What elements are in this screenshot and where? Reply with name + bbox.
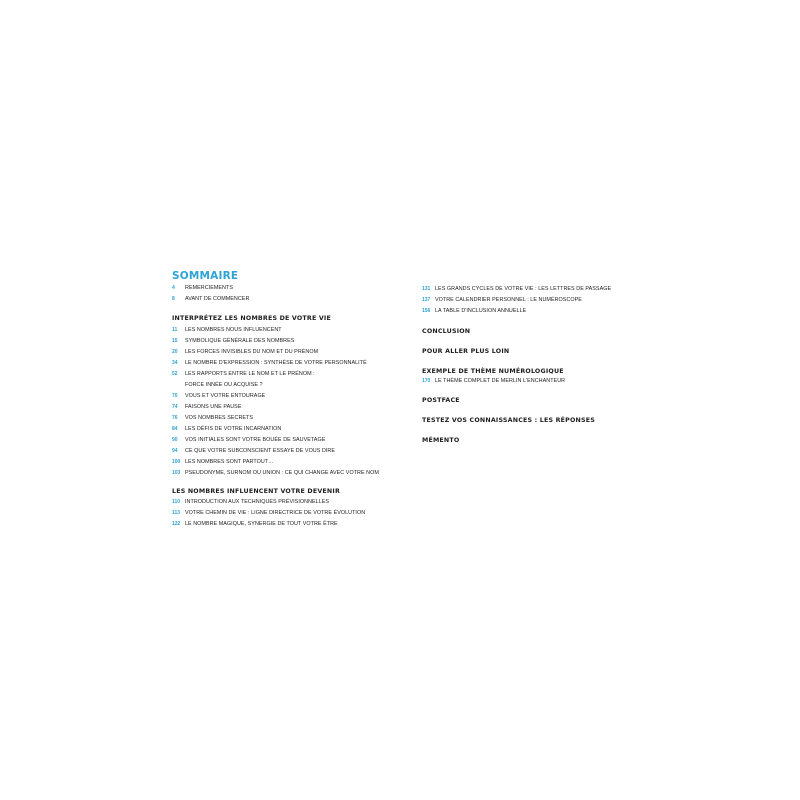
toc-entry <box>422 376 652 387</box>
toc-entry <box>172 391 402 402</box>
page-number: 100 <box>172 459 181 465</box>
page-number: 70 <box>172 393 178 399</box>
page-number: 103 <box>172 470 181 476</box>
section-example-entries <box>422 376 652 387</box>
toc-entry <box>172 446 402 457</box>
toc-entry <box>172 468 402 479</box>
toc-entry-continuation <box>172 380 402 391</box>
section-heading-part1: INTERPRÉTEZ LES NOMBRES DE VOTRE VIE <box>172 315 331 322</box>
entry-title: SYMBOLIQUE GÉNÉRALE DES NOMBRES <box>185 338 295 344</box>
toc-entry <box>172 369 402 380</box>
entry-title: LES DÉFIS DE VOTRE INCARNATION <box>185 426 282 432</box>
entry-title: CE QUE VOTRE SUBCONSCIENT ESSAYE DE VOUS DIRE <box>185 448 336 454</box>
page-number: 15 <box>172 338 178 344</box>
entry-title: LES FORCES INVISIBLES DU NOM ET DU PRÉNOM <box>185 349 319 355</box>
toc-entry <box>172 294 402 305</box>
toc-entry <box>422 306 652 317</box>
page-number: 76 <box>172 415 178 421</box>
page-number: 113 <box>172 510 181 516</box>
toc-title: SOMMAIRE <box>172 270 239 282</box>
page-number: 20 <box>172 349 178 355</box>
entry-title: PSEUDONYME, SURNOM OU UNION : CE QUI CHANGE AVEC VOTRE NOM <box>185 470 379 476</box>
page-number: 8 <box>172 296 175 302</box>
entry-title: VOTRE CALENDRIER PERSONNEL : LE NUMÉROSCOPE <box>435 297 582 303</box>
page-number: 110 <box>172 499 181 505</box>
section-part1-entries <box>172 325 402 479</box>
page-number: 11 <box>172 327 178 333</box>
section-heading-part2: LES NOMBRES INFLUENCENT VOTRE DEVENIR <box>172 488 340 495</box>
entry-title: VOS INITIALES SONT VOTRE BOUÉE DE SAUVETAGE <box>185 437 326 443</box>
section-heading-conclusion: CONCLUSION <box>422 328 471 335</box>
page-number: 170 <box>422 378 431 384</box>
page-number: 52 <box>172 371 178 377</box>
entry-title: VOS NOMBRES SECRETS <box>185 415 254 421</box>
toc-entry <box>172 325 402 336</box>
section-heading-further: POUR ALLER PLUS LOIN <box>422 348 510 355</box>
page-number: 137 <box>422 297 431 303</box>
section-heading-memento: MÉMENTO <box>422 437 460 444</box>
page-number: 156 <box>422 308 431 314</box>
entry-title: LES NOMBRES SONT PARTOUT… <box>185 459 274 465</box>
entry-title: LE NOMBRE MAGIQUE, SYNERGIE DE TOUT VOTRE ÊTRE <box>185 521 338 527</box>
toc-entry <box>172 347 402 358</box>
page-number: 74 <box>172 404 178 410</box>
entry-title: LE NOMBRE D'EXPRESSION : SYNTHÈSE DE VOTRE PERSONNALITÉ <box>185 360 367 366</box>
toc-entry <box>172 497 402 508</box>
page-number: 90 <box>172 437 178 443</box>
toc-entry <box>422 295 652 306</box>
toc-entry <box>172 508 402 519</box>
toc-entry <box>172 424 402 435</box>
toc-entry <box>172 402 402 413</box>
toc-left-column <box>172 269 402 530</box>
toc-entry <box>172 435 402 446</box>
intro-entries <box>172 283 402 305</box>
entry-title: LES NOMBRES NOUS INFLUENCENT <box>185 327 282 333</box>
entry-title: FAISONS UNE PAUSE <box>185 404 242 410</box>
toc-entry <box>172 457 402 468</box>
entry-title: LA TABLE D'INCLUSION ANNUELLE <box>435 308 527 314</box>
entry-title: REMERCIEMENTS <box>185 285 233 291</box>
toc-entry <box>172 283 402 294</box>
page-number: 84 <box>172 426 178 432</box>
page-number: 34 <box>172 360 178 366</box>
entry-title: INTRODUCTION AUX TECHNIQUES PRÉVISIONNELLES <box>185 499 330 505</box>
page-number: 131 <box>422 286 431 292</box>
section-heading-postface: POSTFACE <box>422 397 460 404</box>
toc-right-column <box>422 284 652 445</box>
entry-title: LE THÈME COMPLET DE MERLIN L'ENCHANTEUR <box>435 378 566 384</box>
section-heading-example: EXEMPLE DE THÈME NUMÉROLOGIQUE <box>422 368 564 375</box>
toc-entry <box>172 519 402 530</box>
entry-title: AVANT DE COMMENCER <box>185 296 250 302</box>
section-heading-quiz-answers: TESTEZ VOS CONNAISSANCES : LES RÉPONSES <box>422 417 595 424</box>
entry-title: FORCE INNÉE OU ACQUISE ? <box>185 382 263 388</box>
entry-title: LES GRANDS CYCLES DE VOTRE VIE : LES LETTRES DE PASSAGE <box>435 286 612 292</box>
section-part2-continued-entries <box>422 284 652 317</box>
section-part2-entries <box>172 497 402 530</box>
entry-title: LES RAPPORTS ENTRE LE NOM ET LE PRÉNOM : <box>185 371 315 377</box>
entry-title: VOTRE CHEMIN DE VIE : LIGNE DIRECTRICE DE VOTRE ÉVOLUTION <box>185 510 366 516</box>
entry-title: VOUS ET VOTRE ENTOURAGE <box>185 393 266 399</box>
page-number: 122 <box>172 521 181 527</box>
toc-entry <box>172 358 402 369</box>
toc-entry <box>422 284 652 295</box>
page-number: 94 <box>172 448 178 454</box>
page-number: 4 <box>172 285 175 291</box>
toc-entry <box>172 413 402 424</box>
toc-entry <box>172 336 402 347</box>
